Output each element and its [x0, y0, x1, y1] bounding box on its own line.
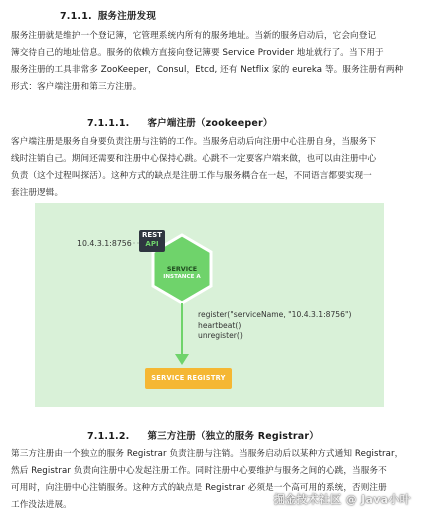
paragraph-line: 负责（这个过程叫探活）。这种方式的缺点是注册工作与服务耦合在一起，不同语言都要实现一 — [11, 171, 372, 181]
service-address-label: 10.4.3.1:8756 — [77, 239, 132, 248]
service-registry-box: SERVICE REGISTRY — [145, 368, 232, 389]
section-title: 客户端注册（zookeeper） — [147, 118, 273, 129]
paragraph-line: 客户端注册是服务自身要负责注册与注销的工作。当服务启动后向注册中心注册自身，当服务下 — [11, 137, 377, 147]
rest-api-badge — [139, 230, 165, 252]
section-number: 7.1.1.2. — [87, 431, 130, 442]
instance-label: INSTANCE A — [163, 274, 201, 280]
client-registration-diagram — [35, 203, 384, 407]
paragraph-line: 线时注销自己。期间还需要和注册中心保持心跳。心跳不一定要客户端来做，也可以由注册中心 — [11, 154, 377, 164]
registration-calls — [198, 310, 351, 342]
rest-label: REST — [142, 231, 162, 239]
section-title: 第三方注册（独立的服务 Registrar） — [147, 431, 319, 442]
paragraph-line: 服务注册的工具非常多 ZooKeeper，Consul，Etcd, 还有 Netflix 家的 eureka 等。服务注册有两种 — [11, 65, 404, 75]
watermark: 掘金技术社区 @ Java小叶 — [273, 493, 411, 506]
service-label: SERVICE — [166, 265, 198, 273]
paragraph-line: 簿交待自己的地址信息。服务的依赖方直接向登记簿要 Service Provider 地址就行了。当下用于 — [11, 48, 384, 58]
heartbeat-call: heartbeat() — [198, 320, 242, 330]
section-heading-7-1-1 — [60, 8, 156, 22]
paragraph-line: 形式：客户端注册和第三方注册。 — [11, 82, 142, 92]
register-call: register("serviceName, "10.4.3.1:8756") — [198, 310, 352, 319]
section-number: 7.1.1. — [60, 11, 92, 22]
registry-arrow-head — [175, 354, 189, 365]
unregister-call: unregister() — [198, 331, 243, 340]
section-heading-7-1-1-1 — [87, 115, 273, 129]
paragraph-line: 服务注册就是维护一个登记簿，它管理系统内所有的服务地址。当新的服务启动后，它会向登记 — [11, 31, 377, 41]
paragraph-line: 可用时，向注册中心注销服务。这种方式的缺点是 Registrar 必须是一个高可用的系统，否则注册 — [11, 483, 387, 493]
section-heading-7-1-1-2 — [87, 428, 319, 442]
paragraph-line: 第三方注册由一个独立的服务 Registrar 负责注册与注销。当服务启动后以某种方式通知 Registrar， — [11, 449, 404, 459]
paragraph-line: 然后 Registrar 负责向注册中心发起注册工作。同时注册中心要维护与服务之间的心跳，当服务不 — [11, 466, 387, 476]
paragraph-client-registration — [11, 134, 415, 202]
section-title: 服务注册发现 — [97, 11, 157, 22]
paragraph-line: 工作没法进展。 — [11, 500, 72, 510]
section-number: 7.1.1.1. — [87, 118, 130, 129]
api-label: API — [145, 240, 159, 248]
paragraph-line: 套注册逻辑。 — [11, 188, 64, 198]
paragraph-service-registry-intro — [11, 28, 415, 96]
